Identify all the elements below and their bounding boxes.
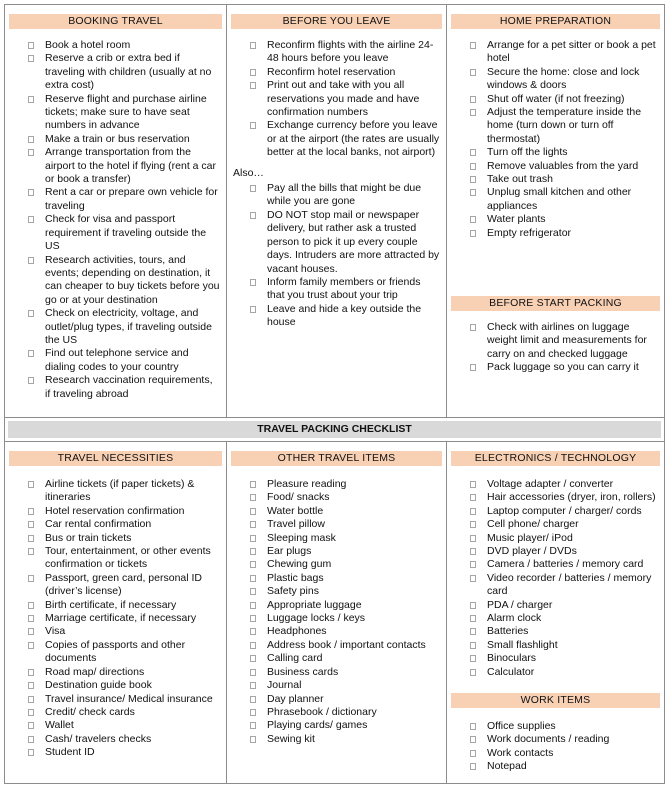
checklist-item-text: Work contacts	[487, 746, 554, 759]
checklist-item-text: Reconfirm flights with the airline 24-48 hours before you leave	[267, 39, 434, 65]
checkbox-icon[interactable]	[470, 324, 476, 331]
booking-travel-column	[5, 5, 226, 417]
checkbox-icon[interactable]	[470, 642, 476, 649]
checklist-item-text: Travel pillow	[267, 518, 325, 531]
checklist-item	[5, 505, 226, 518]
checklist-item	[447, 518, 664, 531]
planning-row	[5, 5, 664, 417]
checklist-item-text: Turn off the lights	[487, 146, 568, 159]
checkbox-icon[interactable]	[250, 494, 256, 501]
checkbox-icon[interactable]	[470, 602, 476, 609]
checklist-item-text: Visa	[45, 625, 66, 638]
checklist-item-text: Headphones	[267, 625, 327, 638]
checkbox-icon[interactable]	[470, 750, 476, 757]
checklist-item	[5, 599, 226, 612]
checklist-item	[227, 599, 446, 612]
work-items-list	[447, 720, 664, 774]
checklist-item-text: Shut off water (if not freezing)	[487, 92, 625, 105]
checklist-item	[5, 478, 226, 505]
checkbox-icon[interactable]	[28, 669, 34, 676]
checkbox-icon[interactable]	[250, 69, 256, 76]
checkbox-icon[interactable]	[250, 628, 256, 635]
checklist-item	[447, 666, 664, 679]
checkbox-icon[interactable]	[250, 212, 256, 219]
checklist-item	[5, 146, 226, 186]
checklist-item-text: Alarm clock	[487, 612, 542, 625]
checkbox-icon[interactable]	[250, 508, 256, 515]
checklist-item	[447, 93, 664, 106]
checklist-item	[227, 209, 446, 276]
checkbox-icon[interactable]	[28, 257, 34, 264]
checkbox-icon[interactable]	[470, 42, 476, 49]
section-header-work-items: WORK ITEMS	[451, 693, 660, 708]
checklist-item	[5, 625, 226, 638]
checklist-item-text: Cash/ travelers checks	[45, 732, 152, 745]
checklist-item	[227, 585, 446, 598]
checkbox-icon[interactable]	[250, 696, 256, 703]
checkbox-icon[interactable]	[470, 96, 476, 103]
section-header-before-you-leave: BEFORE YOU LEAVE	[231, 14, 442, 29]
checklist-item	[447, 545, 664, 558]
checklist-item	[5, 679, 226, 692]
checklist-item	[5, 213, 226, 253]
checklist-item-text: Take out trash	[487, 173, 553, 186]
checklist-item-text: Marriage certificate, if necessary	[45, 612, 197, 625]
checkbox-icon[interactable]	[28, 55, 34, 62]
checklist-item-text: Day planner	[267, 692, 324, 705]
checklist-item	[227, 79, 446, 119]
checklist-item	[447, 146, 664, 159]
checklist-item	[5, 532, 226, 545]
checkbox-icon[interactable]	[250, 122, 256, 129]
checkbox-icon[interactable]	[470, 628, 476, 635]
checkbox-icon[interactable]	[470, 575, 476, 582]
checklist-item	[5, 307, 226, 347]
checkbox-icon[interactable]	[250, 642, 256, 649]
checkbox-icon[interactable]	[28, 136, 34, 143]
checklist-item	[447, 186, 664, 213]
checklist-item-text: DVD player / DVDs	[487, 545, 577, 558]
checklist-item	[227, 303, 446, 330]
checklist-item-text: Chewing gum	[267, 558, 332, 571]
checklist-item-text: Small flashlight	[487, 638, 558, 651]
checklist-item-text: Address book / important contacts	[267, 638, 426, 651]
checklist-item	[5, 52, 226, 92]
checklist-item	[5, 254, 226, 308]
checklist-item	[447, 558, 664, 571]
checkbox-icon[interactable]	[470, 561, 476, 568]
checklist-item-text: Office supplies	[487, 720, 556, 732]
checklist-item-text: Water bottle	[267, 504, 324, 517]
checklist-item	[5, 518, 226, 531]
checklist-item	[227, 182, 446, 209]
checklist-item	[227, 505, 446, 518]
checklist-item	[227, 491, 446, 504]
checklist-item-text: Tour, entertainment, or other events confirmation or tickets	[45, 545, 211, 571]
checklist-item	[447, 760, 664, 773]
checkbox-icon[interactable]	[28, 96, 34, 103]
checkbox-icon[interactable]	[470, 655, 476, 662]
checklist-item-text: Safety pins	[267, 585, 319, 598]
electronics-column	[446, 442, 664, 783]
also-list	[227, 182, 446, 329]
checklist-item-text: Music player/ iPod	[487, 531, 573, 544]
checklist-item-text: Research activities, tours, and events; depending on destination, it can cheaper to buy tickets before you go or at your destination	[45, 253, 220, 306]
checklist-item	[5, 666, 226, 679]
travel-necessities-list	[5, 478, 226, 760]
checklist-item	[447, 227, 664, 240]
checklist-item	[447, 213, 664, 226]
checklist-item	[447, 106, 664, 146]
checkbox-icon[interactable]	[250, 722, 256, 729]
checklist-item-text: Food/ snacks	[267, 491, 330, 504]
checkbox-icon[interactable]	[470, 481, 476, 488]
checklist-item	[227, 518, 446, 531]
checklist-item-text: Check on electricity, voltage, and outlet/plug types, if traveling outside the US	[45, 307, 212, 346]
checkbox-icon[interactable]	[470, 109, 476, 116]
checkbox-icon[interactable]	[470, 615, 476, 622]
checkbox-icon[interactable]	[250, 82, 256, 89]
checklist-item	[447, 733, 664, 746]
travel-checklist-sheet	[4, 4, 665, 784]
checklist-item-text: Empty refrigerator	[487, 226, 572, 239]
checklist-item	[447, 173, 664, 186]
checklist-item	[447, 505, 664, 518]
checklist-item	[447, 747, 664, 760]
checklist-item-text: Reserve flight and purchase airline tickets; make sure to have seat numbers in advance	[45, 92, 207, 132]
checkbox-icon[interactable]	[250, 481, 256, 488]
checklist-item-text: Book a hotel room	[45, 39, 131, 51]
checklist-item	[227, 66, 446, 79]
section-header-before-start-packing: BEFORE START PACKING	[451, 296, 660, 311]
checklist-item	[5, 733, 226, 746]
checklist-item	[227, 693, 446, 706]
checklist-item-text: Bus or train tickets	[45, 531, 132, 544]
checkbox-icon[interactable]	[28, 722, 34, 729]
section-header-travel-necessities: TRAVEL NECESSITIES	[9, 451, 222, 466]
checklist-item	[5, 545, 226, 572]
checkbox-icon[interactable]	[28, 508, 34, 515]
checkbox-icon[interactable]	[470, 69, 476, 76]
checklist-item-text: Car rental confirmation	[45, 518, 152, 531]
checklist-item	[5, 612, 226, 625]
before-start-packing-list	[447, 321, 664, 375]
checklist-item-text: Arrange for a pet sitter or book a pet hotel	[487, 39, 656, 65]
checkbox-icon[interactable]	[470, 669, 476, 676]
checklist-item	[447, 639, 664, 652]
checklist-item	[447, 572, 664, 599]
checklist-item-text: Birth certificate, if necessary	[45, 598, 177, 611]
checkbox-icon[interactable]	[250, 575, 256, 582]
checkbox-icon[interactable]	[28, 310, 34, 317]
checklist-item-text: Credit/ check cards	[45, 705, 135, 718]
checkbox-icon[interactable]	[470, 163, 476, 170]
checklist-item-text: DO NOT stop mail or newspaper delivery, but rather ask a trusted person to pick it up every couple days. Intruders are more attracted by vacant houses.	[267, 208, 440, 275]
before-you-leave-column	[226, 5, 446, 417]
checkbox-icon[interactable]	[470, 508, 476, 515]
checklist-item	[5, 133, 226, 146]
checklist-item	[5, 746, 226, 759]
checkbox-icon[interactable]	[28, 696, 34, 703]
checkbox-icon[interactable]	[28, 709, 34, 716]
checkbox-icon[interactable]	[250, 42, 256, 49]
checklist-item-text: Sewing kit	[267, 732, 315, 745]
checklist-item	[447, 66, 664, 93]
checkbox-icon[interactable]	[28, 377, 34, 384]
checkbox-icon[interactable]	[250, 602, 256, 609]
checkbox-icon[interactable]	[28, 642, 34, 649]
checkbox-icon[interactable]	[250, 185, 256, 192]
checklist-item-text: Ear plugs	[267, 545, 312, 558]
checklist-item	[227, 706, 446, 719]
checkbox-icon[interactable]	[28, 216, 34, 223]
checklist-item	[227, 39, 446, 66]
checkbox-icon[interactable]	[470, 364, 476, 371]
checklist-item	[447, 532, 664, 545]
checklist-item	[227, 276, 446, 303]
checkbox-icon[interactable]	[250, 615, 256, 622]
checkbox-icon[interactable]	[470, 216, 476, 223]
checklist-item-text: Road map/ directions	[45, 665, 145, 678]
checklist-item-text: PDA / charger	[487, 598, 553, 611]
other-travel-items-list	[227, 478, 446, 746]
checklist-item-text: Batteries	[487, 625, 529, 638]
checklist-item-text: Make a train or bus reservation	[45, 132, 190, 145]
before-you-leave-list	[227, 39, 446, 160]
checkbox-icon[interactable]	[470, 763, 476, 770]
checkbox-icon[interactable]	[470, 535, 476, 542]
checklist-item-text: Work documents / reading	[487, 733, 610, 746]
checklist-item	[227, 612, 446, 625]
checkbox-icon[interactable]	[250, 279, 256, 286]
checkbox-icon[interactable]	[28, 42, 34, 49]
section-header-home-preparation: HOME PREPARATION	[451, 14, 660, 29]
checkbox-icon[interactable]	[28, 615, 34, 622]
checklist-item-text: Playing cards/ games	[267, 719, 368, 732]
checklist-item	[227, 652, 446, 665]
checklist-item-text: Copies of passports and other documents	[45, 638, 186, 665]
checklist-item-text: Check with airlines on luggage weight limit and measurements for carry on and checked luggage	[487, 321, 647, 360]
checklist-item	[227, 545, 446, 558]
checklist-item-text: Leave and hide a key outside the house	[267, 302, 422, 329]
checklist-item-text: Luggage locks / keys	[267, 612, 366, 625]
checklist-item-text: Appropriate luggage	[267, 598, 362, 611]
checklist-item	[447, 652, 664, 665]
checklist-item-text: Research vaccination requirements, if traveling abroad	[45, 374, 213, 400]
checkbox-icon[interactable]	[28, 481, 34, 488]
checkbox-icon[interactable]	[28, 575, 34, 582]
checkbox-icon[interactable]	[28, 749, 34, 756]
checkbox-icon[interactable]	[28, 149, 34, 156]
checklist-item	[227, 478, 446, 491]
checklist-item	[227, 119, 446, 159]
checkbox-icon[interactable]	[470, 149, 476, 156]
home-preparation-list	[447, 39, 664, 240]
checklist-item	[447, 612, 664, 625]
checklist-item-text: Reconfirm hotel reservation	[267, 65, 396, 78]
checkbox-icon[interactable]	[250, 682, 256, 689]
checklist-item	[227, 639, 446, 652]
checklist-item-text: Plastic bags	[267, 571, 324, 584]
checklist-item-text: Wallet	[45, 719, 74, 732]
checklist-item-text: Rent a car or prepare own vehicle for traveling	[45, 186, 218, 212]
checklist-item	[447, 321, 664, 361]
checklist-item-text: Notepad	[487, 760, 527, 773]
checklist-item	[447, 361, 664, 374]
checklist-item-text: Binoculars	[487, 652, 537, 665]
checklist-item	[227, 625, 446, 638]
checklist-item-text: Sleeping mask	[267, 531, 336, 544]
checklist-item-text: Check for visa and passport requirement if traveling outside the US	[45, 213, 207, 253]
checkbox-icon[interactable]	[250, 561, 256, 568]
checklist-item-text: Remove valuables from the yard	[487, 159, 639, 172]
checklist-item	[5, 93, 226, 133]
checklist-item	[227, 719, 446, 732]
checkbox-icon[interactable]	[250, 548, 256, 555]
booking-travel-list	[5, 39, 226, 401]
checkbox-icon[interactable]	[28, 602, 34, 609]
checkbox-icon[interactable]	[470, 548, 476, 555]
checklist-item-text: Adjust the temperature inside the home (turn down or turn off thermostat)	[487, 106, 642, 145]
checklist-item	[5, 374, 226, 401]
also-label: Also…	[233, 166, 264, 179]
checklist-item-text: Unplug small kitchen and other appliances	[487, 186, 632, 212]
checklist-item	[227, 666, 446, 679]
checkbox-icon[interactable]	[250, 736, 256, 743]
section-header-electronics: ELECTRONICS / TECHNOLOGY	[451, 451, 660, 466]
section-header-other-travel-items: OTHER TRAVEL ITEMS	[231, 451, 442, 466]
checklist-item-text: Hair accessories (dryer, iron, rollers)	[487, 491, 656, 504]
checkbox-icon[interactable]	[28, 682, 34, 689]
electronics-list	[447, 478, 664, 679]
checkbox-icon[interactable]	[28, 189, 34, 196]
checklist-item-text: Reserve a crib or extra bed if traveling with children (usually at no extra cost)	[45, 52, 212, 92]
checklist-item-text: Arrange transportation from the airport to the hotel if flying (rent a car or book a transfer)	[45, 146, 216, 186]
checklist-item	[5, 347, 226, 374]
checkbox-icon[interactable]	[250, 521, 256, 528]
checkbox-icon[interactable]	[28, 350, 34, 357]
travel-necessities-column	[5, 442, 226, 783]
checklist-item-text: Calculator	[487, 665, 535, 678]
checklist-item-text: Voltage adapter / converter	[487, 478, 614, 490]
checklist-item	[447, 599, 664, 612]
checklist-item-text: Water plants	[487, 213, 546, 226]
checklist-item-text: Student ID	[45, 746, 95, 759]
checklist-item-text: Video recorder / batteries / memory card	[487, 571, 652, 598]
checklist-item	[5, 186, 226, 213]
packing-checklist-banner	[5, 417, 664, 442]
checklist-item-text: Exchange currency before you leave or at the airport (the rates are usually better at the local banks, not airport)	[267, 119, 440, 159]
checklist-item-text: Pleasure reading	[267, 478, 347, 490]
checklist-item-text: Secure the home: close and lock windows & doors	[487, 65, 640, 92]
checklist-item-text: Laptop computer / charger/ cords	[487, 504, 642, 517]
checkbox-icon[interactable]	[28, 736, 34, 743]
checkbox-icon[interactable]	[28, 548, 34, 555]
checklist-item	[447, 720, 664, 733]
checklist-item-text: Destination guide book	[45, 679, 152, 692]
checklist-item	[227, 733, 446, 746]
checklist-item	[447, 39, 664, 66]
checklist-item-text: Inform family members or friends that you trust about your trip	[267, 275, 421, 302]
checklist-item-text: Passport, green card, personal ID (driver’s license)	[45, 571, 202, 598]
home-preparation-column	[446, 5, 664, 417]
checklist-item-text: Pay all the bills that might be due while you are gone	[267, 182, 422, 208]
checkbox-icon[interactable]	[470, 176, 476, 183]
checklist-item	[5, 693, 226, 706]
checkbox-icon[interactable]	[28, 628, 34, 635]
packing-row	[5, 442, 664, 783]
checkbox-icon[interactable]	[250, 669, 256, 676]
checklist-item	[227, 558, 446, 571]
checkbox-icon[interactable]	[250, 709, 256, 716]
checklist-item	[5, 706, 226, 719]
checklist-item	[447, 478, 664, 491]
checkbox-icon[interactable]	[250, 588, 256, 595]
checkbox-icon[interactable]	[250, 306, 256, 313]
checklist-item-text: Travel insurance/ Medical insurance	[45, 692, 213, 705]
checklist-item-text: Airline tickets (if paper tickets) & itineraries	[45, 478, 195, 504]
checkbox-icon[interactable]	[250, 655, 256, 662]
checklist-item	[227, 532, 446, 545]
section-header-booking-travel: BOOKING TRAVEL	[9, 14, 222, 29]
checklist-item	[5, 39, 226, 52]
checklist-item-text: Business cards	[267, 665, 339, 678]
checklist-item-text: Print out and take with you all reservations you made and have confirmation numbers	[267, 79, 420, 119]
checklist-item	[5, 639, 226, 666]
checklist-item-text: Calling card	[267, 652, 323, 665]
checklist-item-text: Cell phone/ charger	[487, 518, 579, 531]
checkbox-icon[interactable]	[470, 230, 476, 237]
banner-title: TRAVEL PACKING CHECKLIST	[8, 421, 661, 438]
checklist-item	[227, 572, 446, 585]
checklist-item	[447, 491, 664, 504]
other-travel-items-column	[226, 442, 446, 783]
checkbox-icon[interactable]	[470, 189, 476, 196]
checklist-item-text: Phrasebook / dictionary	[267, 705, 377, 718]
checkbox-icon[interactable]	[470, 736, 476, 743]
checklist-item	[447, 160, 664, 173]
checklist-item	[227, 679, 446, 692]
checklist-item	[5, 572, 226, 599]
checklist-item	[5, 719, 226, 732]
checkbox-icon[interactable]	[470, 521, 476, 528]
checkbox-icon[interactable]	[470, 494, 476, 501]
checklist-item-text: Hotel reservation confirmation	[45, 504, 185, 517]
checklist-item-text: Camera / batteries / memory card	[487, 558, 644, 571]
checklist-item	[447, 625, 664, 638]
checkbox-icon[interactable]	[250, 535, 256, 542]
checklist-item-text: Find out telephone service and dialing codes to your country	[45, 347, 189, 373]
checkbox-icon[interactable]	[470, 723, 476, 730]
checklist-item-text: Pack luggage so you can carry it	[487, 361, 639, 374]
checkbox-icon[interactable]	[28, 535, 34, 542]
checkbox-icon[interactable]	[28, 521, 34, 528]
checklist-item-text: Journal	[267, 679, 302, 692]
